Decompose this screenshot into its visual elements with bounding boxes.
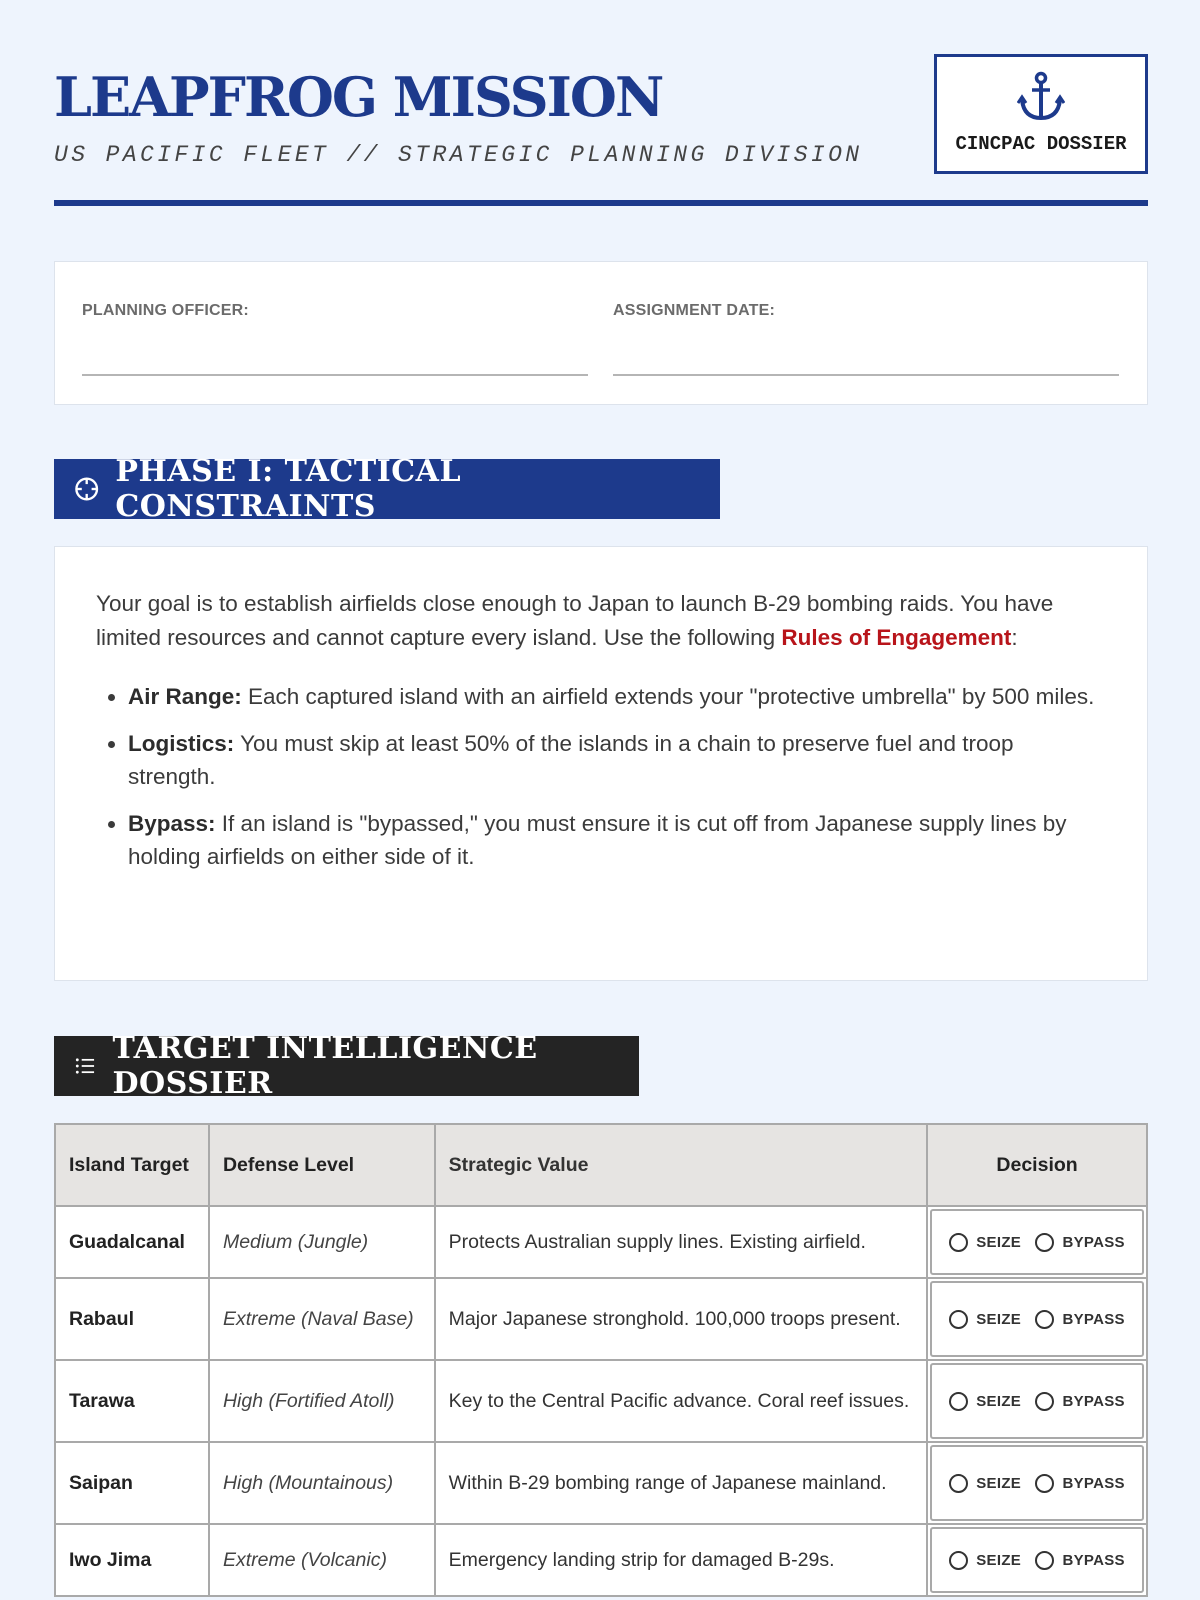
decision-options [930, 1527, 1144, 1593]
rule-term: Bypass: [128, 810, 216, 836]
decision-options [930, 1281, 1144, 1357]
planning-officer-field[interactable] [82, 302, 588, 320]
seize-radio[interactable] [949, 1551, 968, 1570]
constraints-intro [96, 587, 1107, 654]
intro-text: Your goal is to establish airfields close enough to Japan to launch B-29 bombing raids. You have limited resources and cannot capture every island. Use the following [96, 591, 1054, 650]
rules-of-engagement-highlight: Rules of Engagement [781, 624, 1012, 650]
seize-radio[interactable] [949, 1233, 968, 1252]
anchor-icon [1017, 71, 1065, 123]
bypass-radio[interactable] [1035, 1310, 1054, 1329]
planning-officer-line [82, 374, 588, 376]
column-header-defense: Defense Level [209, 1124, 435, 1206]
rule-text: If an island is "bypassed," you must ensure it is cut off from Japanese supply lines by holding airfields on either side of it. [128, 810, 1067, 869]
table-row [55, 1278, 1147, 1360]
table-row [55, 1206, 1147, 1278]
bypass-radio[interactable] [1035, 1551, 1054, 1570]
column-header-island: Island Target [55, 1124, 209, 1206]
island-cell: Iwo Jima [55, 1524, 209, 1596]
defense-cell: Medium (Jungle) [209, 1206, 435, 1278]
rule-term: Logistics: [128, 730, 235, 756]
defense-cell: Extreme (Naval Base) [209, 1278, 435, 1360]
bypass-label: BYPASS [1062, 1551, 1125, 1569]
rule-item-logistics [128, 727, 1107, 794]
table-header-row [55, 1124, 1147, 1206]
page-subtitle: US PACIFIC FLEET // STRATEGIC PLANNING DIVISION [54, 142, 863, 168]
assignment-date-field[interactable] [613, 302, 1119, 320]
table-row [55, 1360, 1147, 1442]
seize-label: SEIZE [976, 1233, 1022, 1251]
bypass-option[interactable] [1035, 1551, 1124, 1570]
seize-label: SEIZE [976, 1474, 1022, 1492]
page-title: LEAPFROG MISSION [54, 65, 663, 129]
seize-option[interactable] [949, 1474, 1021, 1493]
assignment-date-label: ASSIGNMENT DATE: [613, 302, 776, 319]
rule-item-bypass [128, 807, 1107, 874]
seize-option[interactable] [949, 1310, 1021, 1329]
column-header-value: Strategic Value [435, 1124, 927, 1206]
value-cell: Key to the Central Pacific advance. Coral reef issues. [435, 1360, 927, 1442]
decision-options [930, 1445, 1144, 1521]
column-header-decision: Decision [927, 1124, 1147, 1206]
assignment-info-card [54, 261, 1148, 405]
rule-text: You must skip at least 50% of the islands in a chain to preserve fuel and troop strength. [128, 730, 1014, 789]
value-cell: Protects Australian supply lines. Existing airfield. [435, 1206, 927, 1278]
defense-cell: Extreme (Volcanic) [209, 1524, 435, 1596]
seize-radio[interactable] [949, 1474, 968, 1493]
header-divider [54, 200, 1148, 206]
intel-dossier-title: TARGET INTELLIGENCE DOSSIER [112, 1031, 538, 1101]
defense-cell: High (Mountainous) [209, 1442, 435, 1524]
rule-item-air-range [128, 680, 1107, 714]
bypass-radio[interactable] [1035, 1474, 1054, 1493]
rules-list [96, 680, 1107, 874]
value-cell: Major Japanese stronghold. 100,000 troops present. [435, 1278, 927, 1360]
table-row [55, 1442, 1147, 1524]
island-cell: Saipan [55, 1442, 209, 1524]
decision-cell [927, 1360, 1147, 1442]
decision-cell [927, 1442, 1147, 1524]
defense-cell: High (Fortified Atoll) [209, 1360, 435, 1442]
bypass-option[interactable] [1035, 1474, 1124, 1493]
table-row [55, 1524, 1147, 1596]
cincpac-stamp [934, 54, 1148, 174]
decision-cell [927, 1206, 1147, 1278]
seize-option[interactable] [949, 1392, 1021, 1411]
bypass-label: BYPASS [1062, 1474, 1125, 1492]
planning-officer-label: PLANNING OFFICER: [82, 302, 249, 319]
target-intelligence-table [54, 1123, 1148, 1597]
decision-cell [927, 1524, 1147, 1596]
decision-options [930, 1209, 1144, 1275]
seize-radio[interactable] [949, 1310, 968, 1329]
bypass-label: BYPASS [1062, 1310, 1125, 1328]
bypass-radio[interactable] [1035, 1392, 1054, 1411]
stamp-label: CINCPAC DOSSIER [955, 133, 1127, 155]
bypass-label: BYPASS [1062, 1233, 1125, 1251]
decision-options [930, 1363, 1144, 1439]
bypass-option[interactable] [1035, 1233, 1124, 1252]
island-cell: Tarawa [55, 1360, 209, 1442]
island-cell: Guadalcanal [55, 1206, 209, 1278]
decision-cell [927, 1278, 1147, 1360]
seize-label: SEIZE [976, 1392, 1022, 1410]
intel-dossier-header [54, 1031, 639, 1101]
bypass-option[interactable] [1035, 1310, 1124, 1329]
seize-option[interactable] [949, 1551, 1021, 1570]
phase-1-header [54, 454, 720, 524]
rule-text: Each captured island with an airfield extends your "protective umbrella" by 500 miles. [241, 684, 1095, 709]
seize-option[interactable] [949, 1233, 1021, 1252]
value-cell: Within B-29 bombing range of Japanese mainland. [435, 1442, 927, 1524]
value-cell: Emergency landing strip for damaged B-29s. [435, 1524, 927, 1596]
phase-1-title: PHASE I: TACTICAL CONSTRAINTS [115, 454, 462, 524]
seize-label: SEIZE [976, 1551, 1022, 1569]
list-icon [72, 1051, 98, 1081]
bypass-radio[interactable] [1035, 1233, 1054, 1252]
bypass-option[interactable] [1035, 1392, 1124, 1411]
intro-text-end: : [1011, 624, 1018, 650]
crosshair-icon [72, 474, 101, 504]
seize-label: SEIZE [976, 1310, 1022, 1328]
seize-radio[interactable] [949, 1392, 968, 1411]
tactical-constraints-box [54, 546, 1148, 981]
page-header [54, 54, 1148, 208]
assignment-date-line [613, 374, 1119, 376]
island-cell: Rabaul [55, 1278, 209, 1360]
bypass-label: BYPASS [1062, 1392, 1125, 1410]
rule-term: Air Range: [128, 684, 242, 709]
